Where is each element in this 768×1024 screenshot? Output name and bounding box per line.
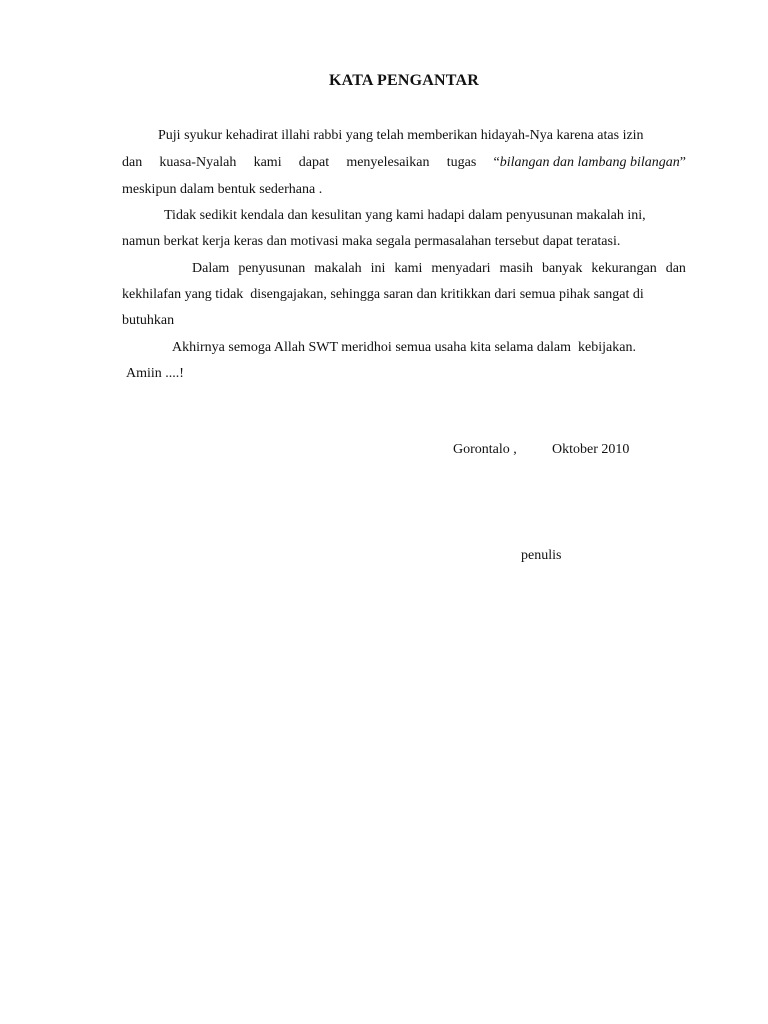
paragraph-3-word: ini (370, 261, 386, 276)
paragraph-1-line-2 (122, 154, 686, 172)
signature: penulis (521, 548, 562, 563)
paragraph-3-word: Dalam (192, 261, 230, 276)
quote-open: “ (493, 155, 500, 170)
paragraph-3-word: banyak (541, 261, 583, 276)
paragraph-3-word: menyadari (431, 261, 491, 276)
paragraph-1-word: dapat (298, 155, 330, 170)
date: Oktober 2010 (552, 442, 630, 457)
quoted-title (493, 154, 686, 172)
paragraph-4-line-1: Akhirnya semoga Allah SWT meridhoi semua usaha kita selama dalam kebijakan. (172, 340, 636, 355)
paragraph-3-word: kami (394, 261, 423, 276)
paragraph-3-line-1 (192, 260, 686, 278)
paragraph-1-line-3: meskipun dalam bentuk sederhana . (122, 182, 323, 197)
quote-close: ” (679, 155, 686, 170)
paragraph-1-word: menyelesaikan (346, 155, 430, 170)
paragraph-2-line-2: namun berkat kerja keras dan motivasi maka segala permasalahan tersebut dapat teratasi. (122, 234, 621, 249)
place: Gorontalo , (453, 442, 517, 457)
paragraph-3-line-3: butuhkan (122, 313, 175, 328)
paragraph-1-line-1: Puji syukur kehadirat illahi rabbi yang telah memberikan hidayah-Nya karena atas izin (158, 128, 644, 143)
paragraph-1-word: tugas (446, 155, 477, 170)
paragraph-1-word: kuasa-Nyalah (159, 155, 237, 170)
paragraph-3-word: makalah (314, 261, 362, 276)
paragraph-1-word: dan (122, 155, 143, 170)
paragraph-3-line-2: kekhilafan yang tidak disengajakan, sehingga saran dan kritikkan dari semua pihak sangat di (122, 287, 644, 302)
paragraph-3-word: penyusunan (238, 261, 306, 276)
document-title: KATA PENGANTAR (329, 72, 479, 89)
paragraph-2-line-1: Tidak sedikit kendala dan kesulitan yang kami hadapi dalam penyusunan makalah ini, (164, 208, 646, 223)
quoted-title-text: bilangan dan lambang bilangan (499, 155, 680, 170)
paragraph-4-line-2: Amiin ....! (126, 366, 184, 381)
paragraph-1-word: kami (253, 155, 282, 170)
paragraph-3-word: kekurangan (591, 261, 657, 276)
paragraph-3-word: masih (499, 261, 533, 276)
paragraph-3-word: dan (665, 261, 686, 276)
